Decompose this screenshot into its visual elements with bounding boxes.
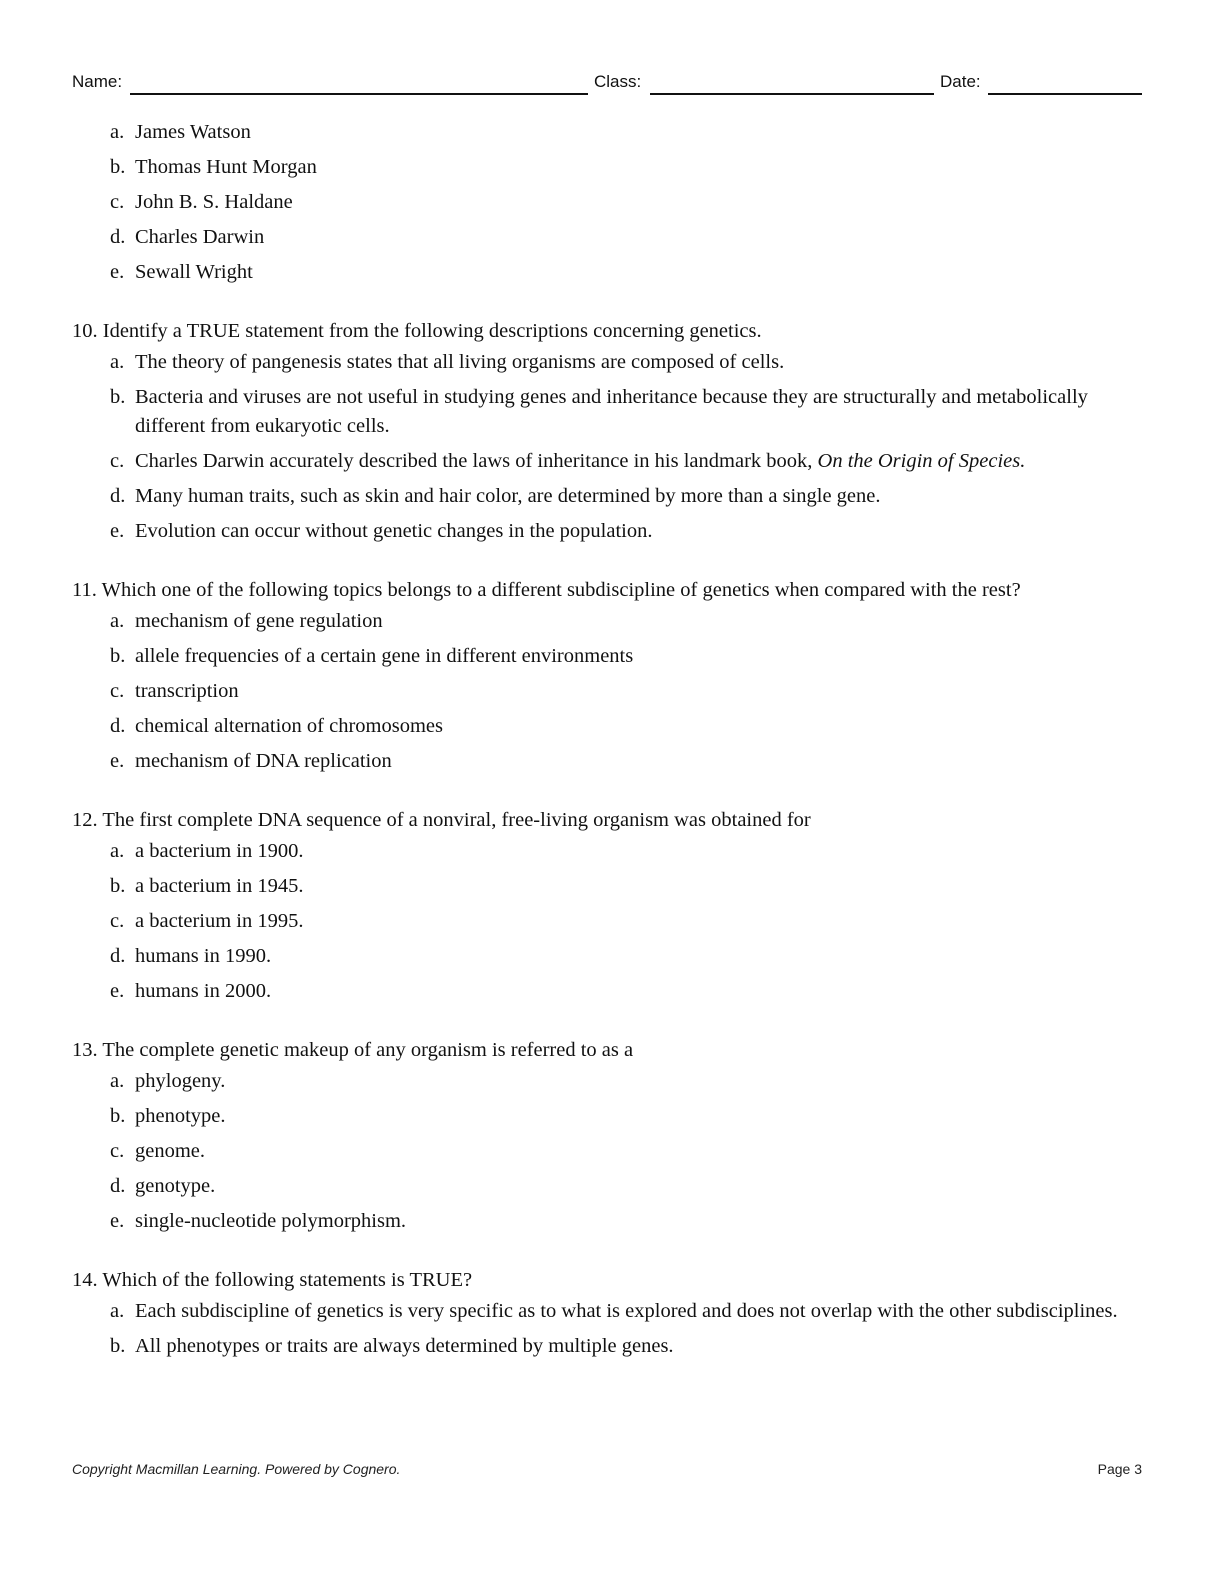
answer-choice: c. John B. S. Haldane — [110, 191, 293, 213]
answer-choice: b. Bacteria and viruses are not useful in studying genes and inheritance because they are structurally and metabolically different from eukaryotic cells. — [110, 386, 1088, 437]
answer-choice: b. phenotype. — [110, 1105, 226, 1127]
question-11 — [72, 576, 1142, 776]
question-text: The complete genetic makeup of any organism is referred to as a — [102, 1039, 634, 1061]
continuation-choice-list — [72, 118, 1142, 287]
answer-choice: e. single-nucleotide polymorphism. — [110, 1210, 407, 1232]
answer-choice: a. phylogeny. — [110, 1070, 226, 1092]
answer-choice: a. The theory of pangenesis states that all living organisms are composed of cells. — [110, 351, 785, 373]
question-number: 14. — [72, 1269, 98, 1291]
answer-choice: e. Evolution can occur without genetic changes in the population. — [110, 520, 653, 542]
question-text: The first complete DNA sequence of a nonviral, free-living organism was obtained for — [102, 809, 811, 831]
answer-choice: d. Charles Darwin — [110, 226, 265, 248]
answer-choice: a. a bacterium in 1900. — [110, 840, 304, 862]
answer-choice: c. transcription — [110, 680, 239, 702]
question-content — [72, 116, 1142, 1367]
choice-list — [72, 1067, 1142, 1236]
answer-choice: a. James Watson — [110, 121, 251, 143]
answer-choice: a. mechanism of gene regulation — [110, 610, 383, 632]
question-number: 12. — [72, 809, 98, 831]
answer-choice: d. Many human traits, such as skin and hair color, are determined by more than a single gene. — [110, 485, 881, 507]
question-stem — [72, 806, 1142, 835]
answer-choice: e. humans in 2000. — [110, 980, 272, 1002]
answer-choice: c. genome. — [110, 1140, 206, 1162]
name-blank-line — [130, 93, 588, 95]
answer-choice: b. a bacterium in 1945. — [110, 875, 304, 897]
answer-choice: e. mechanism of DNA replication — [110, 750, 392, 772]
page-header — [72, 70, 1142, 98]
choice-list — [72, 607, 1142, 776]
class-label: Class: — [594, 72, 642, 91]
answer-choice: b. Thomas Hunt Morgan — [110, 156, 317, 178]
question-text: Which of the following statements is TRUE? — [102, 1269, 473, 1291]
answer-choice: c. Charles Darwin accurately described the laws of inheritance in his landmark book, On the Origin of Species. — [110, 450, 1026, 472]
answer-choice: b. All phenotypes or traits are always determined by multiple genes. — [110, 1335, 674, 1357]
answer-choice: e. Sewall Wright — [110, 261, 253, 283]
date-blank-line — [988, 93, 1142, 95]
answer-choice: a. Each subdiscipline of genetics is very specific as to what is explored and does not overlap with the other subdisciplines. — [110, 1300, 1118, 1322]
page-footer — [72, 1461, 1142, 1481]
choice-list — [72, 348, 1142, 546]
choice-list — [72, 837, 1142, 1006]
copyright-notice: Copyright Macmillan Learning. Powered by Cognero. — [72, 1461, 401, 1477]
question-14 — [72, 1266, 1142, 1361]
question-stem — [72, 1266, 1142, 1295]
answer-choice: d. chemical alternation of chromosomes — [110, 715, 443, 737]
book-title: On the Origin of Species. — [817, 450, 1026, 472]
question-10 — [72, 317, 1142, 546]
question-number: 13. — [72, 1039, 98, 1061]
question-stem — [72, 576, 1142, 605]
question-stem — [72, 317, 1142, 346]
question-13 — [72, 1036, 1142, 1236]
answer-choice: d. genotype. — [110, 1175, 216, 1197]
question-stem — [72, 1036, 1142, 1065]
question-12 — [72, 806, 1142, 1006]
choice-list — [72, 1297, 1142, 1361]
question-text: Identify a TRUE statement from the following descriptions concerning genetics. — [102, 320, 762, 342]
question-number: 10. — [72, 320, 98, 342]
question-text: Which one of the following topics belongs to a different subdiscipline of genetics when compared with the rest? — [101, 579, 1021, 601]
class-blank-line — [650, 93, 934, 95]
question-number: 11. — [72, 579, 97, 601]
answer-choice: d. humans in 1990. — [110, 945, 272, 967]
date-label: Date: — [940, 72, 981, 91]
page-number: Page 3 — [1097, 1461, 1142, 1477]
answer-choice: b. allele frequencies of a certain gene in different environments — [110, 645, 634, 667]
name-label: Name: — [72, 72, 123, 91]
answer-choice: c. a bacterium in 1995. — [110, 910, 304, 932]
